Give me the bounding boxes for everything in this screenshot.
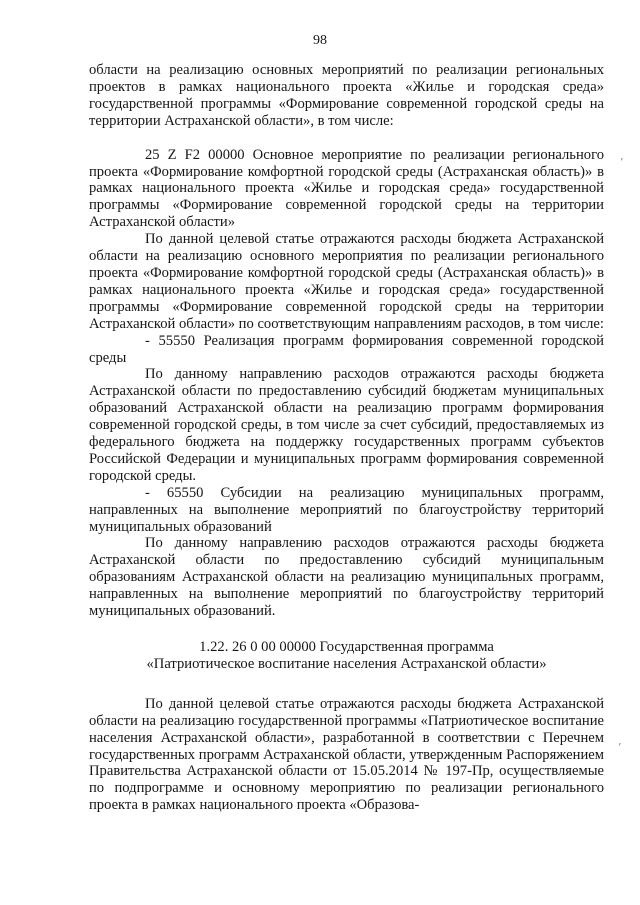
- paragraph-target-article: По данной целевой статье отражаются расходы бюджета Астраханской области на реализацию основного мероприятия по реализации регионального проекта «Формирование комфортной городской среды (Астраханская область)» в рамках национального проекта «Жилье и городская среда» государственной программы «Формирование современной городской среды на территории Астраханской области» по соответствующим направлениям расходов, в том числе:: [89, 231, 604, 332]
- paragraph-program-description: По данной целевой статье отражаются расходы бюджета Астраханской области на реализацию государственной программы «Патриотическое воспитание населения Астраханской области», разработанной в соответствии с Перечнем государственных программ Астраханской области, утвержденным Распоряжением Правительства Астраханской области от 15.05.2014 № 197-Пр, осуществляемые по подпрограмме и основному мероприятию по реализации регионального проекта в рамках национального проекта «Образова-: [89, 695, 604, 814]
- paragraph-direction-55550-description: По данному направлению расходов отражаются расходы бюджета Астраханской области по предоставлению субсидий бюджетам муниципальных образований Астраханской области на реализацию программ формирования современной городской среды, в том числе за счет субсидий, предоставляемых из федерального бюджета на поддержку государственных программ субъектов Российской Федерации и муниципальных программ формирования современной городской среды.: [89, 366, 604, 484]
- spacer: [89, 620, 604, 639]
- paragraph-intro: области на реализацию основных мероприятий по реализации региональных проектов в рамках национального проекта «Жилье и городская среда» государственной программы «Формирование современной городской среды на территории Астраханской области», в том числе:: [89, 62, 604, 129]
- spacer: [89, 673, 604, 696]
- paragraph-direction-65550-description: По данному направлению расходов отражаются расходы бюджета Астраханской области по предоставлению субсидий муниципальным образованиям Астраханской области на реализацию муниципальных программ, направленных на выполнение мероприятий по благоустройству территорий муниципальных образований.: [89, 535, 604, 620]
- paragraph-main-activity: 25 Z F2 00000 Основное мероприятие по реализации регионального проекта «Формирование комфортной городской среды (Астраханская область)» в рамках национального проекта «Жилье и городская среда» государственной программы «Формирование современной городской среды на территории Астраханской области»: [89, 146, 604, 231]
- spacer: [89, 130, 604, 147]
- scan-artifact-mark: ʼ: [618, 741, 622, 754]
- section-heading-line2: «Патриотическое воспитание населения Астраханской области»: [146, 655, 547, 672]
- document-body: [89, 62, 604, 814]
- scan-artifact-mark: ʼ: [620, 156, 624, 169]
- section-heading-line1: 1.22. 26 0 00 00000 Государственная программа: [199, 639, 494, 655]
- paragraph-direction-55550: - 55550 Реализация программ формирования современной городской среды: [89, 332, 604, 366]
- paragraph-direction-65550: - 65550 Субсидии на реализацию муниципальных программ, направленных на выполнение мероприятий по благоустройству территорий муниципальных образований: [89, 484, 604, 535]
- page-number: 98: [313, 33, 327, 48]
